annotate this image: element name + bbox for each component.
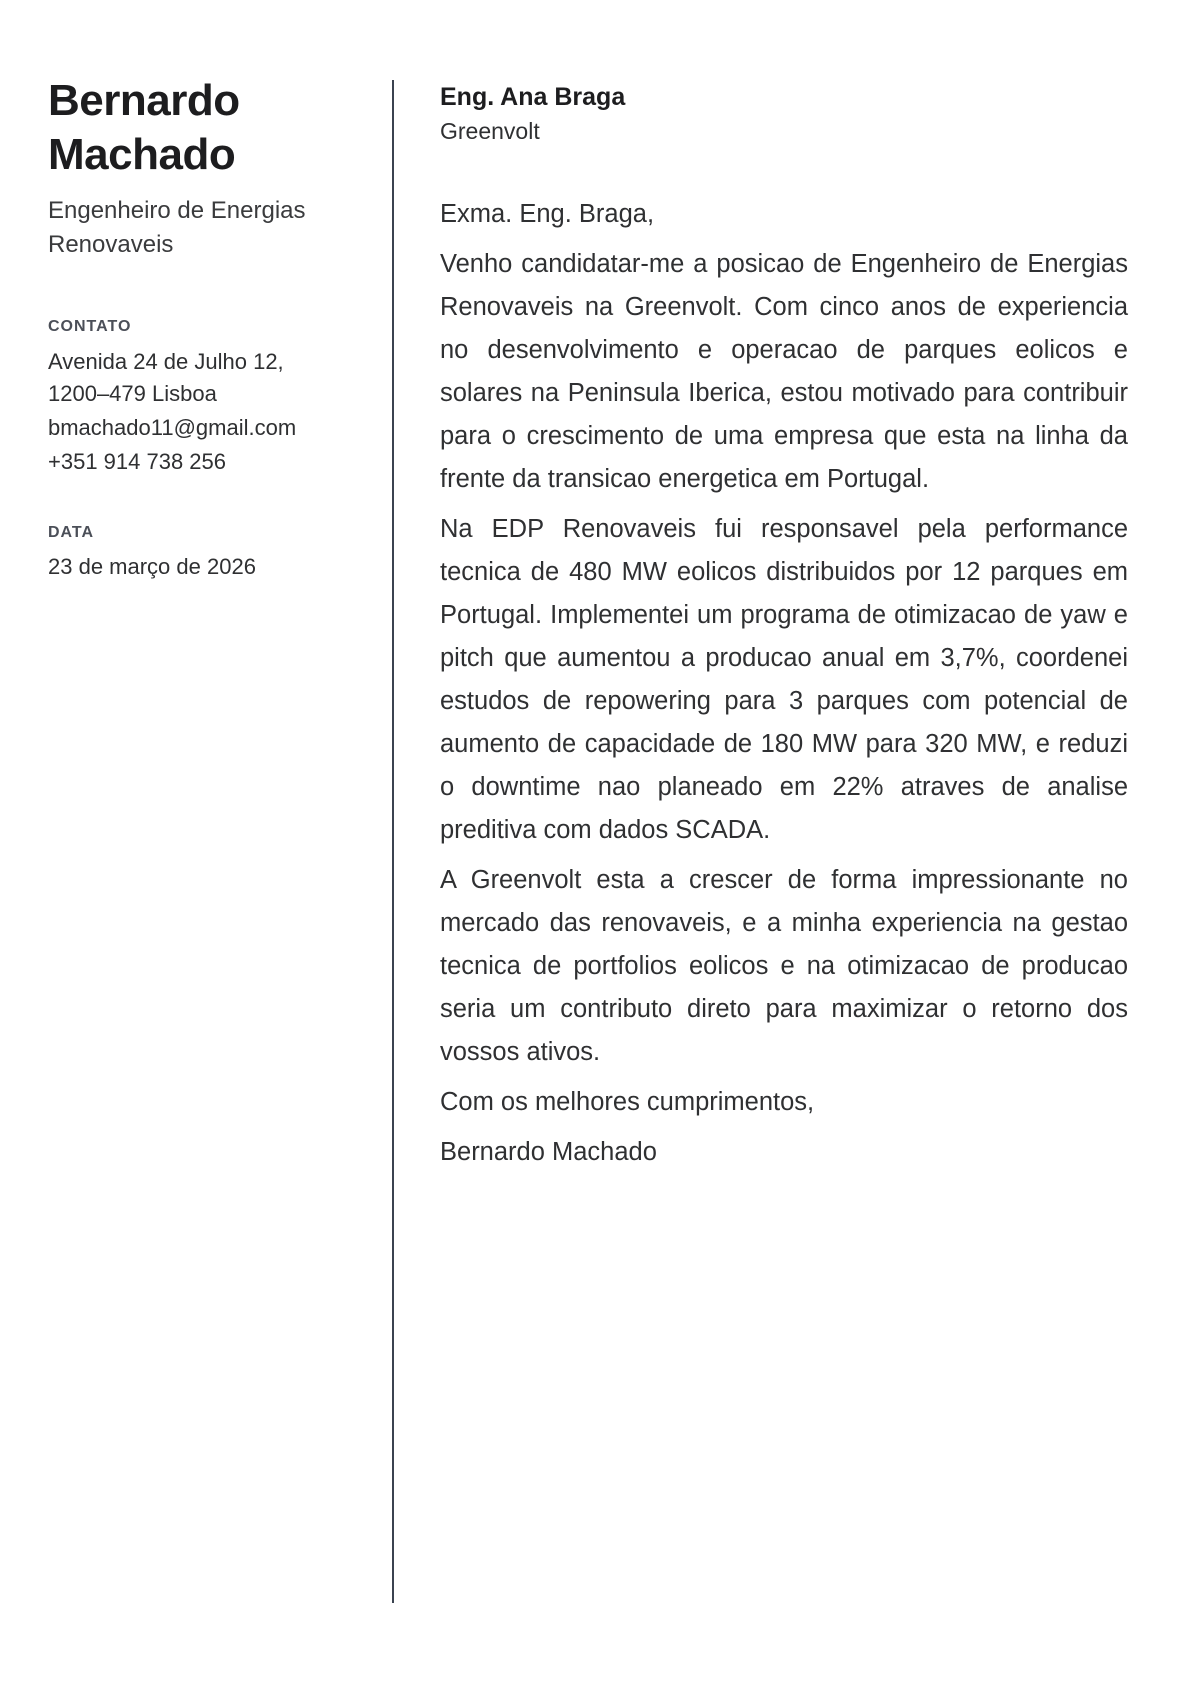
address-line-2: 1200–479 Lisboa xyxy=(48,381,217,406)
letter-paragraph-2: Na EDP Renovaveis fui responsavel pela performance tecnica de 480 MW eolicos distribuidos por 12 parques em Portugal. Implementei um programa de otimizacao de yaw e pitch que aumentou a producao anual em 3,7%, coordenei estudos de repowering para 3 parques com potencial de aumento de capacidade de 180 MW para 320 MW, e reduzi o downtime nao planeado em 22% atraves de analise preditiva com dados SCADA. xyxy=(440,515,1128,844)
vertical-divider xyxy=(392,80,394,1603)
date-value: 23 de março de 2026 xyxy=(48,554,256,579)
closing-line: Com os melhores cumprimentos, xyxy=(440,1088,815,1116)
date-section xyxy=(48,524,360,583)
sidebar xyxy=(48,74,360,583)
letter-paragraph-1: Venho candidatar-me a posicao de Engenheiro de Energias Renovaveis na Greenvolt. Com cinco anos de experiencia no desenvolvimento e operacao de parques eolicos e solares na Peninsula Iberica, estou motivado para contribuir para o crescimento de uma empresa que esta na linha da frente da transicao energetica em Portugal. xyxy=(440,250,1128,493)
signature-name: Bernardo Machado xyxy=(440,1138,657,1166)
applicant-name: Bernardo Machado xyxy=(48,76,240,179)
contact-lines xyxy=(48,346,360,478)
letter-body xyxy=(440,82,1128,1174)
recipient-name: Eng. Ana Braga xyxy=(440,83,626,111)
address-line-1: Avenida 24 de Julho 12, xyxy=(48,349,284,374)
email-text: bmachado11@gmail.com xyxy=(48,415,297,440)
contact-section xyxy=(48,318,360,478)
recipient-block xyxy=(440,82,1128,145)
date-label: DATA xyxy=(48,524,95,541)
salutation: Exma. Eng. Braga, xyxy=(440,200,655,228)
applicant-title: Engenheiro de Energias Renovaveis xyxy=(48,197,306,258)
letter-paragraph-3: A Greenvolt esta a crescer de forma impressionante no mercado das renovaveis, e a minha experiencia na gestao tecnica de portfolios eolicos e na otimizacao de producao seria um contributo direto para maximizar o retorno dos vossos ativos. xyxy=(440,866,1128,1066)
recipient-company: Greenvolt xyxy=(440,118,540,144)
phone-text: +351 914 738 256 xyxy=(48,449,227,474)
contact-label: CONTATO xyxy=(48,318,132,335)
